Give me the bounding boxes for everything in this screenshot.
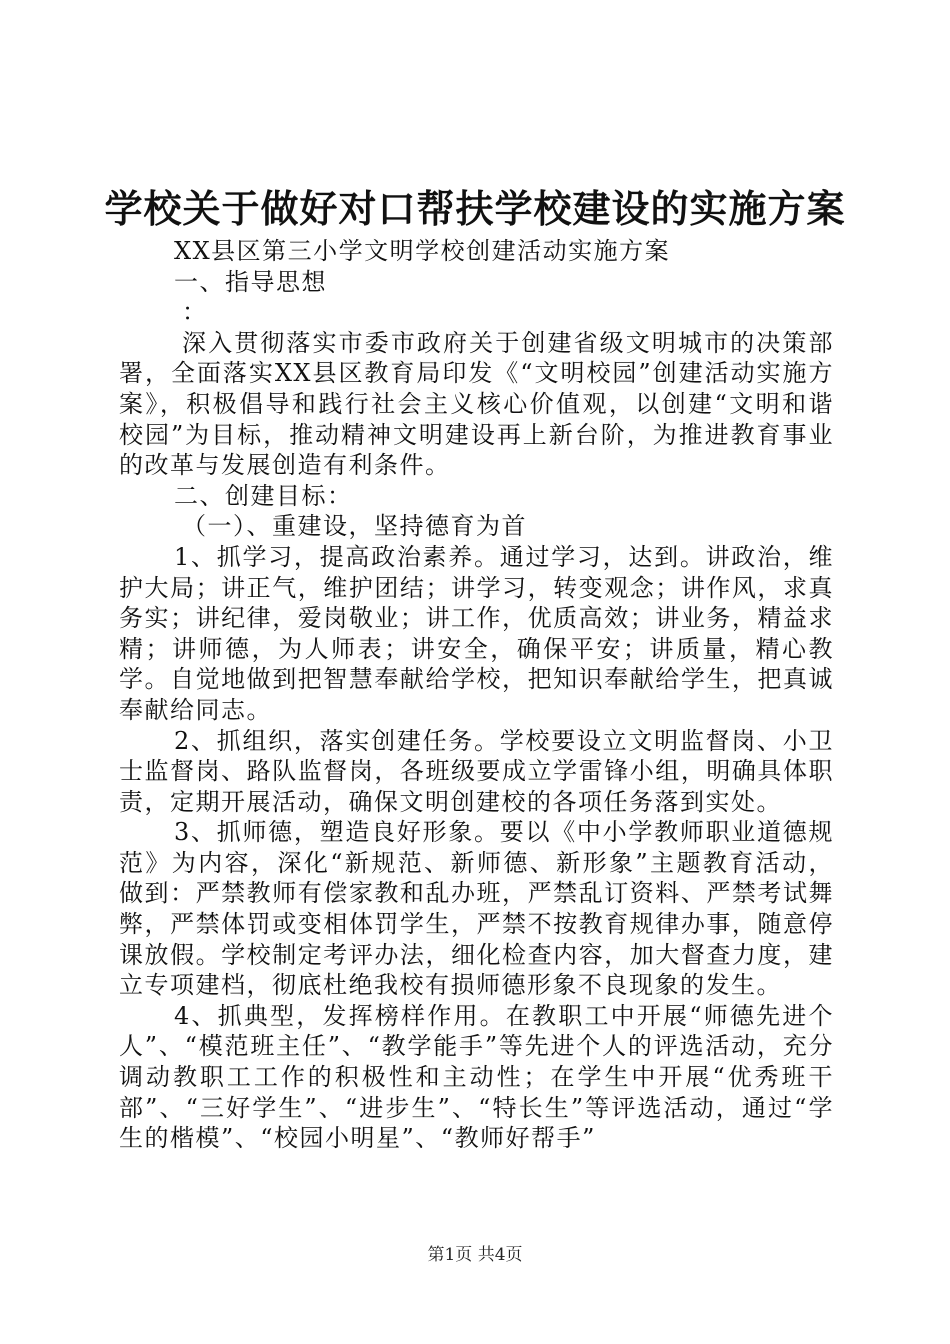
- paragraph-item-3: 3、抓师德，塑造良好形象。要以《中小学教师职业道德规范》为内容，深化“新规范、新师德、新形象”主题教育活动，做到：严禁教师有偿家教和乱办班，严禁乱订资料、严禁考试舞弊，严禁体罚或变相体罚学生，严禁不按教育规律办事，随意停课放假。学校制定考评办法，细化检查内容，加大督查力度，建立专项建档，彻底杜绝我校有损师德形象不良现象的发生。: [119, 818, 834, 1000]
- page-footer: 第1页 共4页: [427, 1245, 523, 1265]
- section-heading-goals: 二、创建目标：: [174, 481, 353, 510]
- section-heading-guiding-ideology: 一、指导思想: [174, 267, 327, 296]
- subsection-heading-moral-education: （一）、重建设，坚持德育为首: [182, 512, 527, 541]
- colon-line: ：: [182, 298, 208, 327]
- paragraph-item-2: 2、抓组织，落实创建任务。学校要设立文明监督岗、小卫士监督岗、路队监督岗，各班级要成立学雷锋小组，明确具体职责，定期开展活动，确保文明创建校的各项任务落到实处。: [119, 726, 834, 816]
- document-body: [119, 236, 834, 1154]
- document-title: 学校关于做好对口帮扶学校建设的实施方案: [104, 186, 846, 231]
- subtitle-paragraph: XX县区第三小学文明学校创建活动实施方案: [174, 237, 671, 265]
- paragraph-item-1: 1、抓学习，提高政治素养。通过学习，达到。讲政治，维护大局；讲正气，维护团结；讲学习，转变观念；讲作风，求真务实；讲纪律，爱岗敬业；讲工作，优质高效；讲业务，精益求精；讲师德，为人师表；讲安全，确保平安；讲质量，精心教学。自觉地做到把智慧奉献给学校，把知识奉献给学生，把真诚奉献给同志。: [119, 542, 834, 724]
- paragraph-guiding-ideology: 深入贯彻落实市委市政府关于创建省级文明城市的决策部署，全面落实XX县区教育局印发《“文明校园”创建活动实施方案》，积极倡导和践行社会主义核心价值观，以创建“文明和谐校园”为目标，推动精神文明建设再上新台阶，为推进教育事业的改革与发展创造有利条件。: [119, 328, 834, 480]
- paragraph-item-4: 4、抓典型，发挥榜样作用。在教职工中开展“师德先进个人”、“模范班主任”、“教学能手”等先进个人的评选活动，充分调动教职工工作的积极性和主动性；在学生中开展“优秀班干部”、“三好学生”、“进步生”、“特长生”等评选活动，通过“学生的楷模”、“校园小明星”、“教师好帮手”: [119, 1001, 834, 1153]
